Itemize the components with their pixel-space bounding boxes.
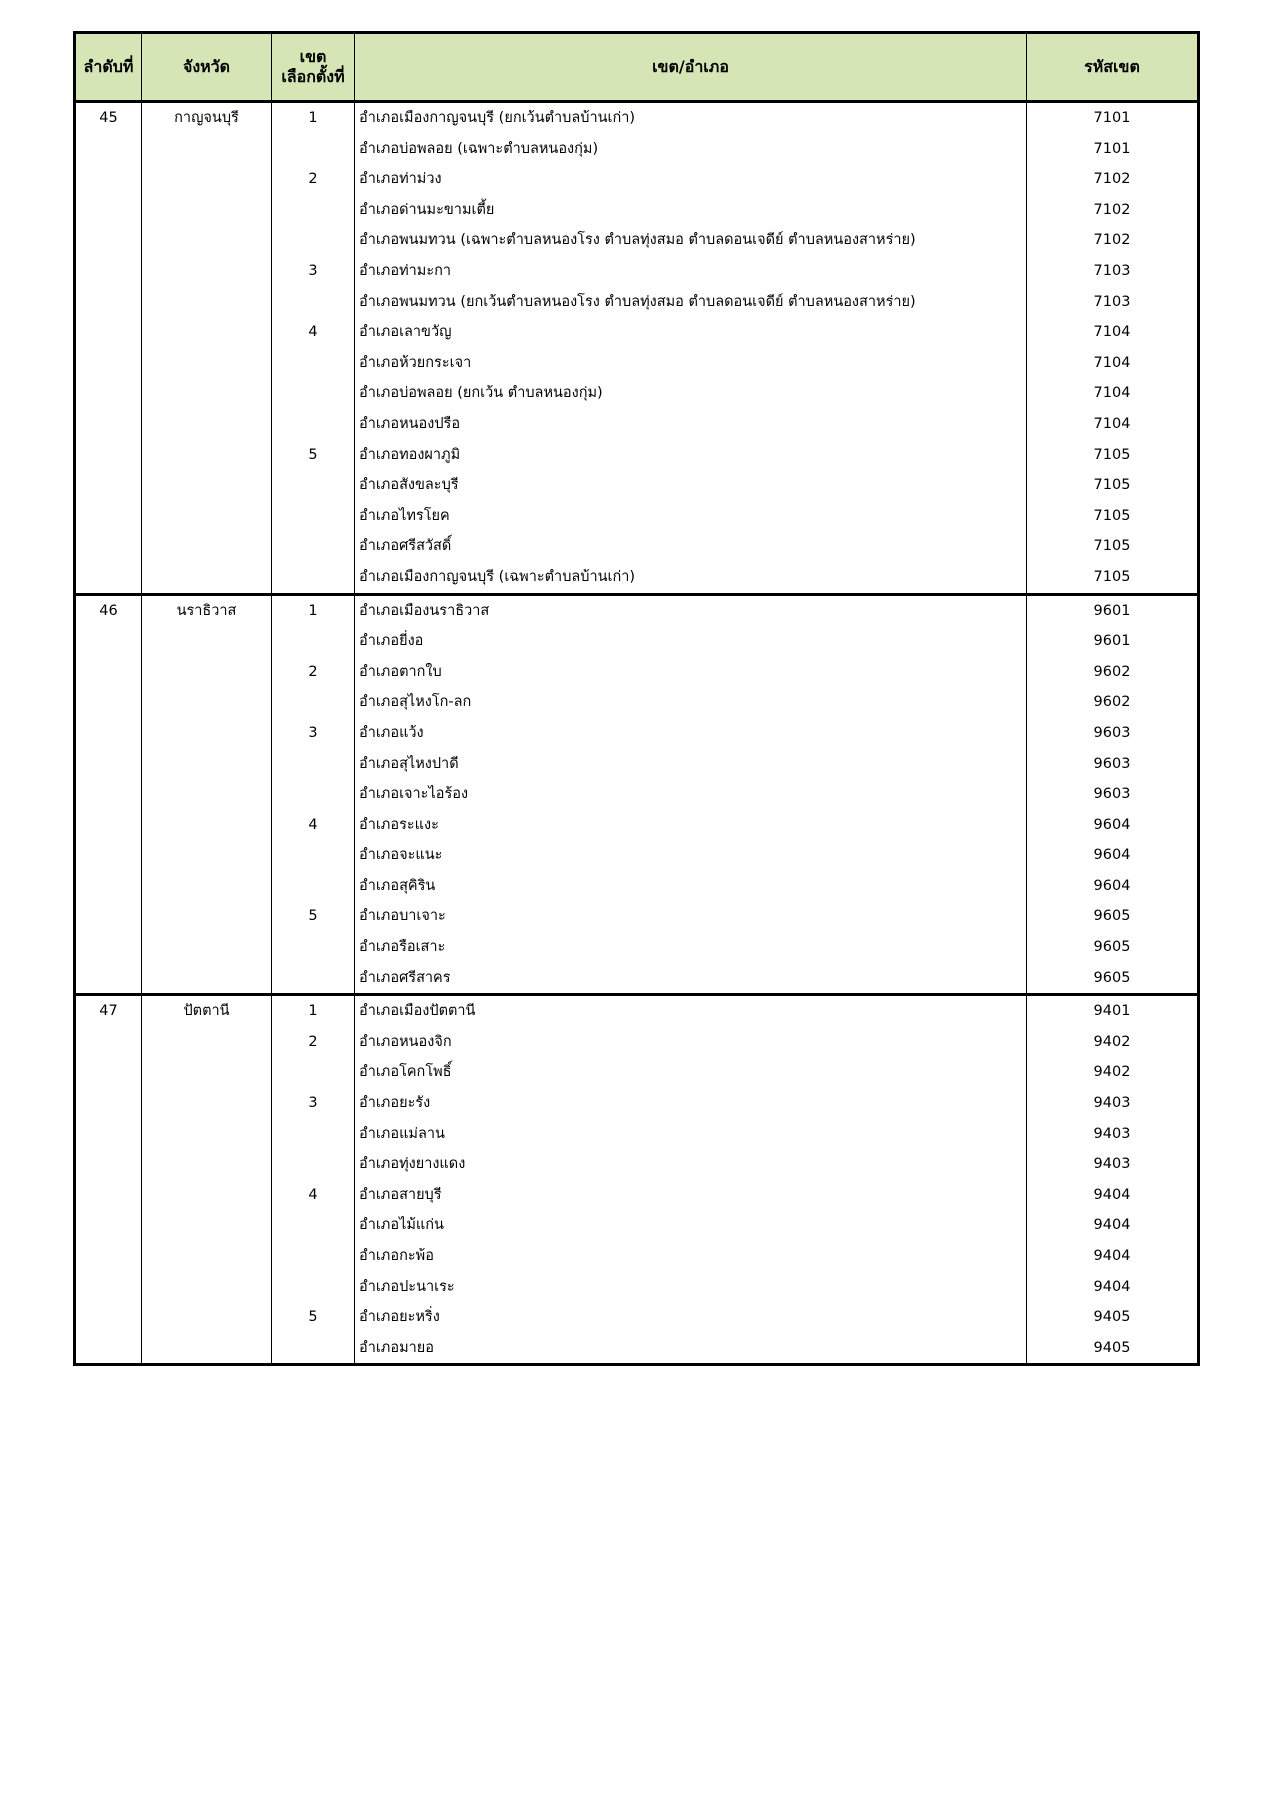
table-row [75,871,1199,902]
cell-district: อำเภอทองผาภูมิ [355,440,1027,471]
cell-province-no: 47 [75,995,142,1027]
cell-province-name [142,317,272,348]
cell-zone [272,779,355,810]
cell-province-name: นราธิวาส [142,594,272,626]
province-group [75,995,1199,1365]
cell-district: อำเภอเจาะไอร้อง [355,779,1027,810]
cell-district: อำเภอสังขละบุรี [355,470,1027,501]
cell-district-code: 7103 [1027,287,1199,318]
cell-district: อำเภอกะพ้อ [355,1241,1027,1272]
cell-province-name [142,1302,272,1333]
cell-district-code: 9403 [1027,1149,1199,1180]
cell-district-code: 9401 [1027,995,1199,1027]
cell-district-code: 7105 [1027,501,1199,532]
cell-province-no [75,626,142,657]
table-row [75,626,1199,657]
cell-province-no [75,562,142,594]
cell-province-no [75,134,142,165]
header-zone [272,33,355,102]
cell-zone [272,748,355,779]
cell-district-code: 7104 [1027,378,1199,409]
table-row [75,531,1199,562]
cell-zone: 5 [272,440,355,471]
cell-zone: 3 [272,256,355,287]
table-row [75,1057,1199,1088]
cell-district-code: 7104 [1027,409,1199,440]
cell-district: อำเภอสุไหงโก-ลก [355,687,1027,718]
cell-province-name [142,840,272,871]
table-row [75,470,1199,501]
cell-district: อำเภอบ่อพลอย (เฉพาะตำบลหนองกุ่ม) [355,134,1027,165]
cell-province-no [75,1272,142,1303]
table-row [75,1088,1199,1119]
cell-district-code: 7105 [1027,562,1199,594]
cell-zone: 4 [272,1180,355,1211]
cell-zone [272,963,355,995]
cell-district-code: 9603 [1027,779,1199,810]
cell-district: อำเภอมายอ [355,1333,1027,1365]
cell-zone [272,1333,355,1365]
table-row [75,256,1199,287]
cell-zone [272,470,355,501]
cell-district: อำเภอระแงะ [355,810,1027,841]
table-row [75,657,1199,688]
table-row [75,1119,1199,1150]
cell-zone: 1 [272,995,355,1027]
cell-district: อำเภอศรีสวัสดิ์ [355,531,1027,562]
header-no: ลำดับที่ [75,33,142,102]
cell-province-name [142,779,272,810]
cell-district-code: 9605 [1027,901,1199,932]
header-row [75,33,1199,102]
cell-province-name [142,810,272,841]
cell-district-code: 9403 [1027,1088,1199,1119]
cell-district: อำเภอหนองจิก [355,1027,1027,1058]
cell-province-no [75,1149,142,1180]
cell-district: อำเภอเมืองปัตตานี [355,995,1027,1027]
cell-district: อำเภอเมืองกาญจนบุรี (เฉพาะตำบลบ้านเก่า) [355,562,1027,594]
cell-district: อำเภอเลาขวัญ [355,317,1027,348]
cell-province-no: 45 [75,102,142,134]
cell-district-code: 9402 [1027,1057,1199,1088]
cell-province-no [75,901,142,932]
cell-zone: 5 [272,1302,355,1333]
cell-province-name [142,348,272,379]
cell-province-no [75,256,142,287]
cell-province-name [142,1027,272,1058]
table-row [75,501,1199,532]
cell-province-name [142,134,272,165]
table-row [75,779,1199,810]
cell-zone [272,287,355,318]
cell-province-no: 46 [75,594,142,626]
cell-province-name [142,932,272,963]
cell-zone [272,840,355,871]
table-row [75,195,1199,226]
table-row [75,134,1199,165]
cell-province-name [142,1119,272,1150]
header-zone-line1: เขต [299,47,327,66]
table-row [75,317,1199,348]
cell-zone [272,409,355,440]
cell-zone [272,626,355,657]
cell-province-no [75,317,142,348]
table-row [75,1272,1199,1303]
cell-district: อำเภอบ่อพลอย (ยกเว้น ตำบลหนองกุ่ม) [355,378,1027,409]
table-row [75,932,1199,963]
cell-province-name [142,718,272,749]
cell-district: อำเภอหนองปรือ [355,409,1027,440]
cell-province-name [142,225,272,256]
cell-province-no [75,501,142,532]
cell-province-name [142,470,272,501]
cell-province-no [75,1088,142,1119]
cell-district-code: 9404 [1027,1272,1199,1303]
cell-district-code: 9602 [1027,657,1199,688]
cell-province-no [75,164,142,195]
cell-district-code: 7101 [1027,134,1199,165]
cell-district-code: 9405 [1027,1302,1199,1333]
cell-province-no [75,195,142,226]
cell-district-code: 9603 [1027,748,1199,779]
cell-district-code: 9604 [1027,840,1199,871]
cell-province-name [142,531,272,562]
table-row [75,1149,1199,1180]
cell-province-name [142,748,272,779]
cell-district: อำเภอตากใบ [355,657,1027,688]
table-row [75,963,1199,995]
cell-district: อำเภอเมืองกาญจนบุรี (ยกเว้นตำบลบ้านเก่า) [355,102,1027,134]
cell-zone [272,871,355,902]
cell-district: อำเภอท่าม่วง [355,164,1027,195]
cell-zone: 3 [272,1088,355,1119]
cell-province-no [75,871,142,902]
cell-district-code: 9603 [1027,718,1199,749]
table-row [75,562,1199,594]
table-row [75,1180,1199,1211]
cell-district-code: 7105 [1027,440,1199,471]
cell-district: อำเภอแว้ง [355,718,1027,749]
cell-province-no [75,225,142,256]
cell-district: อำเภอแม่ลาน [355,1119,1027,1150]
table-row [75,225,1199,256]
table-row [75,287,1199,318]
cell-province-no [75,687,142,718]
cell-province-name [142,1057,272,1088]
cell-province-no [75,1333,142,1365]
cell-province-no [75,470,142,501]
cell-province-no [75,1119,142,1150]
table-row [75,810,1199,841]
cell-zone: 1 [272,102,355,134]
cell-zone: 1 [272,594,355,626]
cell-province-name [142,1272,272,1303]
cell-zone: 2 [272,657,355,688]
cell-district: อำเภอสุคิริน [355,871,1027,902]
cell-province-no [75,718,142,749]
cell-province-name [142,256,272,287]
cell-province-no [75,1180,142,1211]
table-row [75,718,1199,749]
cell-zone [272,1210,355,1241]
election-district-table [73,31,1200,1366]
cell-province-no [75,1302,142,1333]
cell-zone: 5 [272,901,355,932]
cell-district-code: 9602 [1027,687,1199,718]
cell-district: อำเภอศรีสาคร [355,963,1027,995]
cell-zone [272,195,355,226]
cell-district-code: 9604 [1027,871,1199,902]
table-row [75,748,1199,779]
cell-district: อำเภอด่านมะขามเตี้ย [355,195,1027,226]
cell-district: อำเภอยี่งอ [355,626,1027,657]
header-district: เขต/อำเภอ [355,33,1027,102]
cell-province-no [75,657,142,688]
cell-province-name [142,1149,272,1180]
cell-province-name [142,1210,272,1241]
cell-province-no [75,378,142,409]
cell-zone [272,348,355,379]
table-row [75,102,1199,134]
table-row [75,901,1199,932]
cell-district: อำเภอพนมทวน (ยกเว้นตำบลหนองโรง ตำบลทุ่งสมอ ตำบลดอนเจดีย์ ตำบลหนองสาหร่าย) [355,287,1027,318]
cell-district-code: 9601 [1027,594,1199,626]
cell-district-code: 9604 [1027,810,1199,841]
cell-province-no [75,779,142,810]
cell-district-code: 7105 [1027,531,1199,562]
cell-zone: 2 [272,1027,355,1058]
cell-district: อำเภอบาเจาะ [355,901,1027,932]
cell-district: อำเภอยะรัง [355,1088,1027,1119]
cell-province-no [75,810,142,841]
cell-province-name [142,1088,272,1119]
cell-district-code: 9404 [1027,1210,1199,1241]
cell-district-code: 9403 [1027,1119,1199,1150]
table-row [75,1241,1199,1272]
cell-district-code: 7104 [1027,348,1199,379]
table-row [75,594,1199,626]
cell-zone [272,562,355,594]
cell-province-name [142,501,272,532]
cell-province-name [142,626,272,657]
cell-province-name [142,963,272,995]
cell-district: อำเภอสุไหงปาดี [355,748,1027,779]
cell-province-no [75,348,142,379]
cell-zone: 2 [272,164,355,195]
cell-zone [272,1057,355,1088]
cell-district-code: 9404 [1027,1180,1199,1211]
cell-province-name [142,871,272,902]
table-row [75,687,1199,718]
cell-province-name [142,1241,272,1272]
cell-district: อำเภอเมืองนราธิวาส [355,594,1027,626]
cell-zone [272,501,355,532]
cell-district-code: 9405 [1027,1333,1199,1365]
header-code: รหัสเขต [1027,33,1199,102]
cell-district-code: 9601 [1027,626,1199,657]
cell-province-name [142,657,272,688]
cell-province-no [75,1057,142,1088]
table-row [75,1302,1199,1333]
cell-province-name [142,164,272,195]
cell-province-name [142,378,272,409]
cell-zone: 3 [272,718,355,749]
cell-province-name [142,562,272,594]
table-row [75,164,1199,195]
cell-province-name [142,687,272,718]
cell-zone [272,1119,355,1150]
cell-province-name: ปัตตานี [142,995,272,1027]
cell-district: อำเภอห้วยกระเจา [355,348,1027,379]
cell-zone [272,134,355,165]
cell-province-name [142,1333,272,1365]
cell-district-code: 7102 [1027,164,1199,195]
cell-zone [272,687,355,718]
cell-province-no [75,440,142,471]
cell-province-no [75,963,142,995]
cell-zone [272,1241,355,1272]
table-row [75,378,1199,409]
cell-province-no [75,409,142,440]
cell-district: อำเภอปะนาเระ [355,1272,1027,1303]
cell-district-code: 7105 [1027,470,1199,501]
cell-province-no [75,748,142,779]
table-row [75,348,1199,379]
cell-province-no [75,287,142,318]
table-row [75,995,1199,1027]
cell-province-name: กาญจนบุรี [142,102,272,134]
cell-province-name [142,901,272,932]
table-header [75,33,1199,102]
cell-province-name [142,195,272,226]
table-row [75,840,1199,871]
cell-zone [272,225,355,256]
cell-province-no [75,932,142,963]
province-group [75,594,1199,995]
cell-district: อำเภอทุ่งยางแดง [355,1149,1027,1180]
cell-district: อำเภอไทรโยค [355,501,1027,532]
cell-zone [272,932,355,963]
cell-province-no [75,1027,142,1058]
cell-zone [272,1272,355,1303]
cell-district-code: 7102 [1027,195,1199,226]
province-group [75,102,1199,595]
cell-zone: 4 [272,810,355,841]
cell-zone [272,378,355,409]
cell-district-code: 9404 [1027,1241,1199,1272]
cell-district-code: 9605 [1027,932,1199,963]
cell-district-code: 7104 [1027,317,1199,348]
cell-district: อำเภอไม้แก่น [355,1210,1027,1241]
cell-district: อำเภอรือเสาะ [355,932,1027,963]
cell-district-code: 9605 [1027,963,1199,995]
cell-province-name [142,1180,272,1211]
table-row [75,1210,1199,1241]
table-row [75,1027,1199,1058]
cell-district: อำเภอพนมทวน (เฉพาะตำบลหนองโรง ตำบลทุ่งสมอ ตำบลดอนเจดีย์ ตำบลหนองสาหร่าย) [355,225,1027,256]
cell-district: อำเภอยะหริ่ง [355,1302,1027,1333]
cell-zone: 4 [272,317,355,348]
cell-district-code: 7101 [1027,102,1199,134]
table-row [75,409,1199,440]
cell-zone [272,531,355,562]
cell-district: อำเภอโคกโพธิ์ [355,1057,1027,1088]
cell-province-no [75,1241,142,1272]
cell-province-no [75,840,142,871]
cell-district-code: 7102 [1027,225,1199,256]
cell-district-code: 7103 [1027,256,1199,287]
cell-district-code: 9402 [1027,1027,1199,1058]
cell-province-no [75,531,142,562]
cell-zone [272,1149,355,1180]
table-row [75,440,1199,471]
header-province: จังหวัด [142,33,272,102]
cell-province-no [75,1210,142,1241]
cell-province-name [142,440,272,471]
cell-province-name [142,409,272,440]
cell-province-name [142,287,272,318]
header-zone-line2: เลือกตั้งที่ [281,67,345,86]
table-row [75,1333,1199,1365]
cell-district: อำเภอสายบุรี [355,1180,1027,1211]
cell-district: อำเภอจะแนะ [355,840,1027,871]
cell-district: อำเภอท่ามะกา [355,256,1027,287]
